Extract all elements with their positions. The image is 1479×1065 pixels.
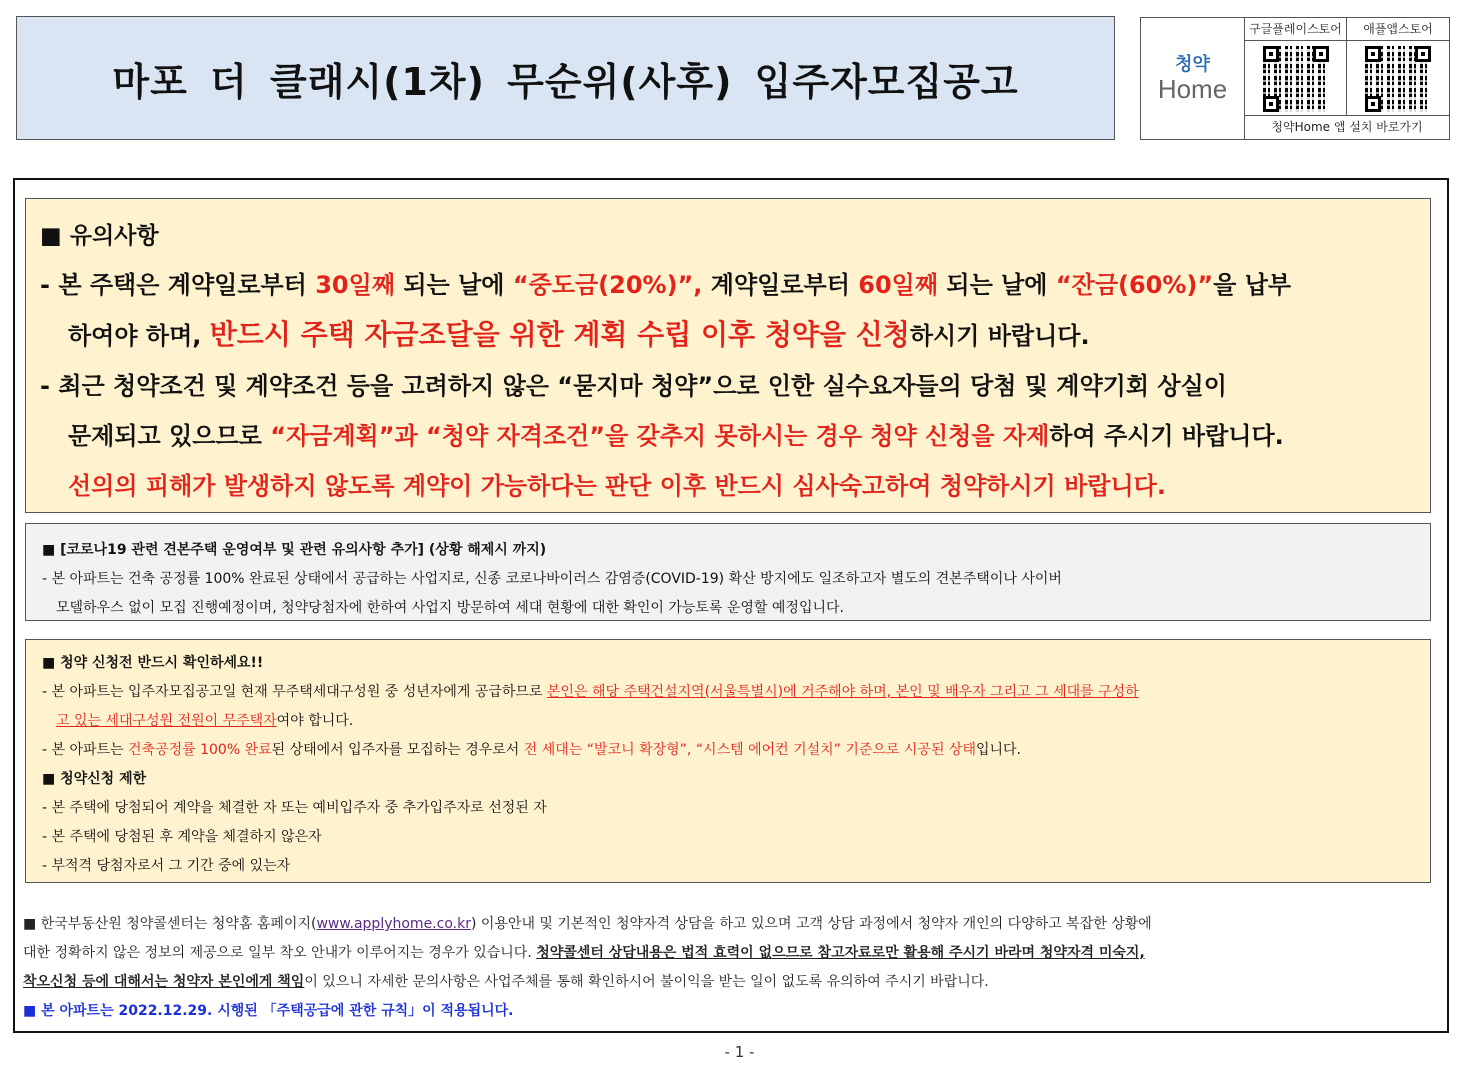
covid-line-2: 모델하우스 없이 모집 진행예정이며, 청약당첨자에 한하여 사업지 방문하여 세대 현황에 대한 확인이 가능토록 운영할 예정입니다. bbox=[56, 600, 844, 616]
caution-line-1: - 본 주택은 계약일로부터 30일째 되는 날에 “중도금(20%)”, 계약일로부터 60일째 되는 날에 “잔금(60%)”을 납부 bbox=[40, 271, 1292, 299]
caution-line-5: 선의의 피해가 발생하지 않도록 계약이 가능하다는 판단 이후 반드시 심사숙고하여 청약하시기 바랍니다. bbox=[68, 472, 1166, 500]
caution-box bbox=[25, 198, 1431, 513]
restriction-heading: ■ 청약신청 제한 bbox=[42, 771, 147, 787]
app-install-caption: 청약Home 앱 설치 바로가기 bbox=[1271, 120, 1423, 134]
google-play-qr-section[interactable] bbox=[1245, 18, 1347, 116]
covid-notice-box bbox=[25, 523, 1431, 621]
restriction-line-2: - 본 주택에 당첨된 후 계약을 체결하지 않은자 bbox=[42, 829, 322, 845]
logo-text-top: 청약 bbox=[1175, 53, 1210, 75]
page-title: 마포 더 클래시(1차) 무순위(사후) 입주자모집공고 bbox=[112, 59, 1019, 104]
covid-heading: ■ [코로나19 관련 견본주택 운영여부 및 관련 유의사항 추가] (상황 해제시 까지) bbox=[42, 542, 547, 558]
caution-line-2: 하여야 하며, 반드시 주택 자금조달을 위한 계획 수립 이후 청약을 신청하시기 바랍니다. bbox=[68, 318, 1090, 351]
check-line-3: - 본 아파트는 건축공정률 100% 완료된 상태에서 입주자를 모집하는 경우로서 전 세대는 “발코니 확장형”, “시스템 에어컨 기설치” 기준으로 시공된 상태입니다. bbox=[42, 742, 1022, 758]
notice-frame bbox=[13, 178, 1449, 1033]
check-line-1: - 본 아파트는 입주자모집공고일 현재 무주택세대구성원 중 성년자에게 공급하므로 본인은 해당 주택건설지역(서울특별시)에 거주해야 하며, 본인 및 배우자 그리고 그 세대를 구성하 bbox=[42, 684, 1139, 700]
applyhome-logo bbox=[1141, 18, 1245, 139]
check-heading: ■ 청약 신청전 반드시 확인하세요!! bbox=[42, 655, 264, 671]
footer-line-2: 대한 정확하지 않은 정보의 제공으로 일부 착오 안내가 이루어지는 경우가 있습니다. 청약콜센터 상담내용은 법적 효력이 없으므로 참고자료로만 활용해 주시기 바라며 청약자격 미숙지, bbox=[23, 945, 1145, 961]
footer-line-1: ■ 한국부동산원 청약콜센터는 청약홈 홈페이지(www.applyhome.co.kr) 이용안내 및 기본적인 청약자격 상담을 하고 있으며 고객 상담 과정에서 청약자 개인의 다양하고 복잡한 상황에 bbox=[23, 916, 1152, 932]
qr-code-icon[interactable] bbox=[1263, 46, 1329, 112]
app-store-label: 애플앱스토어 bbox=[1347, 18, 1449, 41]
qr-code-icon[interactable] bbox=[1365, 46, 1431, 112]
title-banner bbox=[16, 16, 1115, 140]
applyhome-link[interactable]: www.applyhome.co.kr bbox=[316, 916, 471, 932]
covid-line-1: - 본 아파트는 건축 공정률 100% 완료된 상태에서 공급하는 사업지로, 신종 코로나바이러스 감염증(COVID-19) 확산 방지에도 일조하고자 별도의 견본주택이나 사이버 bbox=[42, 571, 1062, 587]
check-line-2: 고 있는 세대구성원 전원이 무주택자여야 합니다. bbox=[56, 713, 354, 729]
app-install-box[interactable] bbox=[1140, 17, 1450, 140]
google-play-label: 구글플레이스토어 bbox=[1245, 18, 1346, 41]
caution-line-3: - 최근 청약조건 및 계약조건 등을 고려하지 않은 “묻지마 청약”으로 인한 실수요자들의 당첨 및 계약기회 상실이 bbox=[40, 372, 1227, 400]
footer-line-4: ■ 본 아파트는 2022.12.29. 시행된 「주택공급에 관한 규칙」이 적용됩니다. bbox=[23, 1003, 514, 1019]
callcenter-notice bbox=[23, 910, 1443, 1026]
app-store-qr-section[interactable] bbox=[1347, 18, 1449, 116]
logo-text-bottom: Home bbox=[1157, 73, 1228, 104]
restriction-line-1: - 본 주택에 당첨되어 계약을 체결한 자 또는 예비입주자 중 추가입주자로 선정된 자 bbox=[42, 800, 547, 816]
caution-heading: ■ 유의사항 bbox=[40, 223, 159, 249]
restriction-line-3: - 부적격 당첨자로서 그 기간 중에 있는자 bbox=[42, 858, 291, 874]
page-number: - 1 - bbox=[724, 1043, 755, 1061]
eligibility-box bbox=[25, 639, 1431, 883]
footer-line-3: 착오신청 등에 대해서는 청약자 본인에게 책임이 있으니 자세한 문의사항은 사업주체를 통해 확인하시어 불이익을 받는 일이 없도록 유의하여 주시기 바랍니다. bbox=[23, 974, 989, 990]
caution-line-4: 문제되고 있으므로 “자금계획”과 “청약 자격조건”을 갖추지 못하시는 경우 청약 신청을 자제하여 주시기 바랍니다. bbox=[68, 422, 1284, 450]
